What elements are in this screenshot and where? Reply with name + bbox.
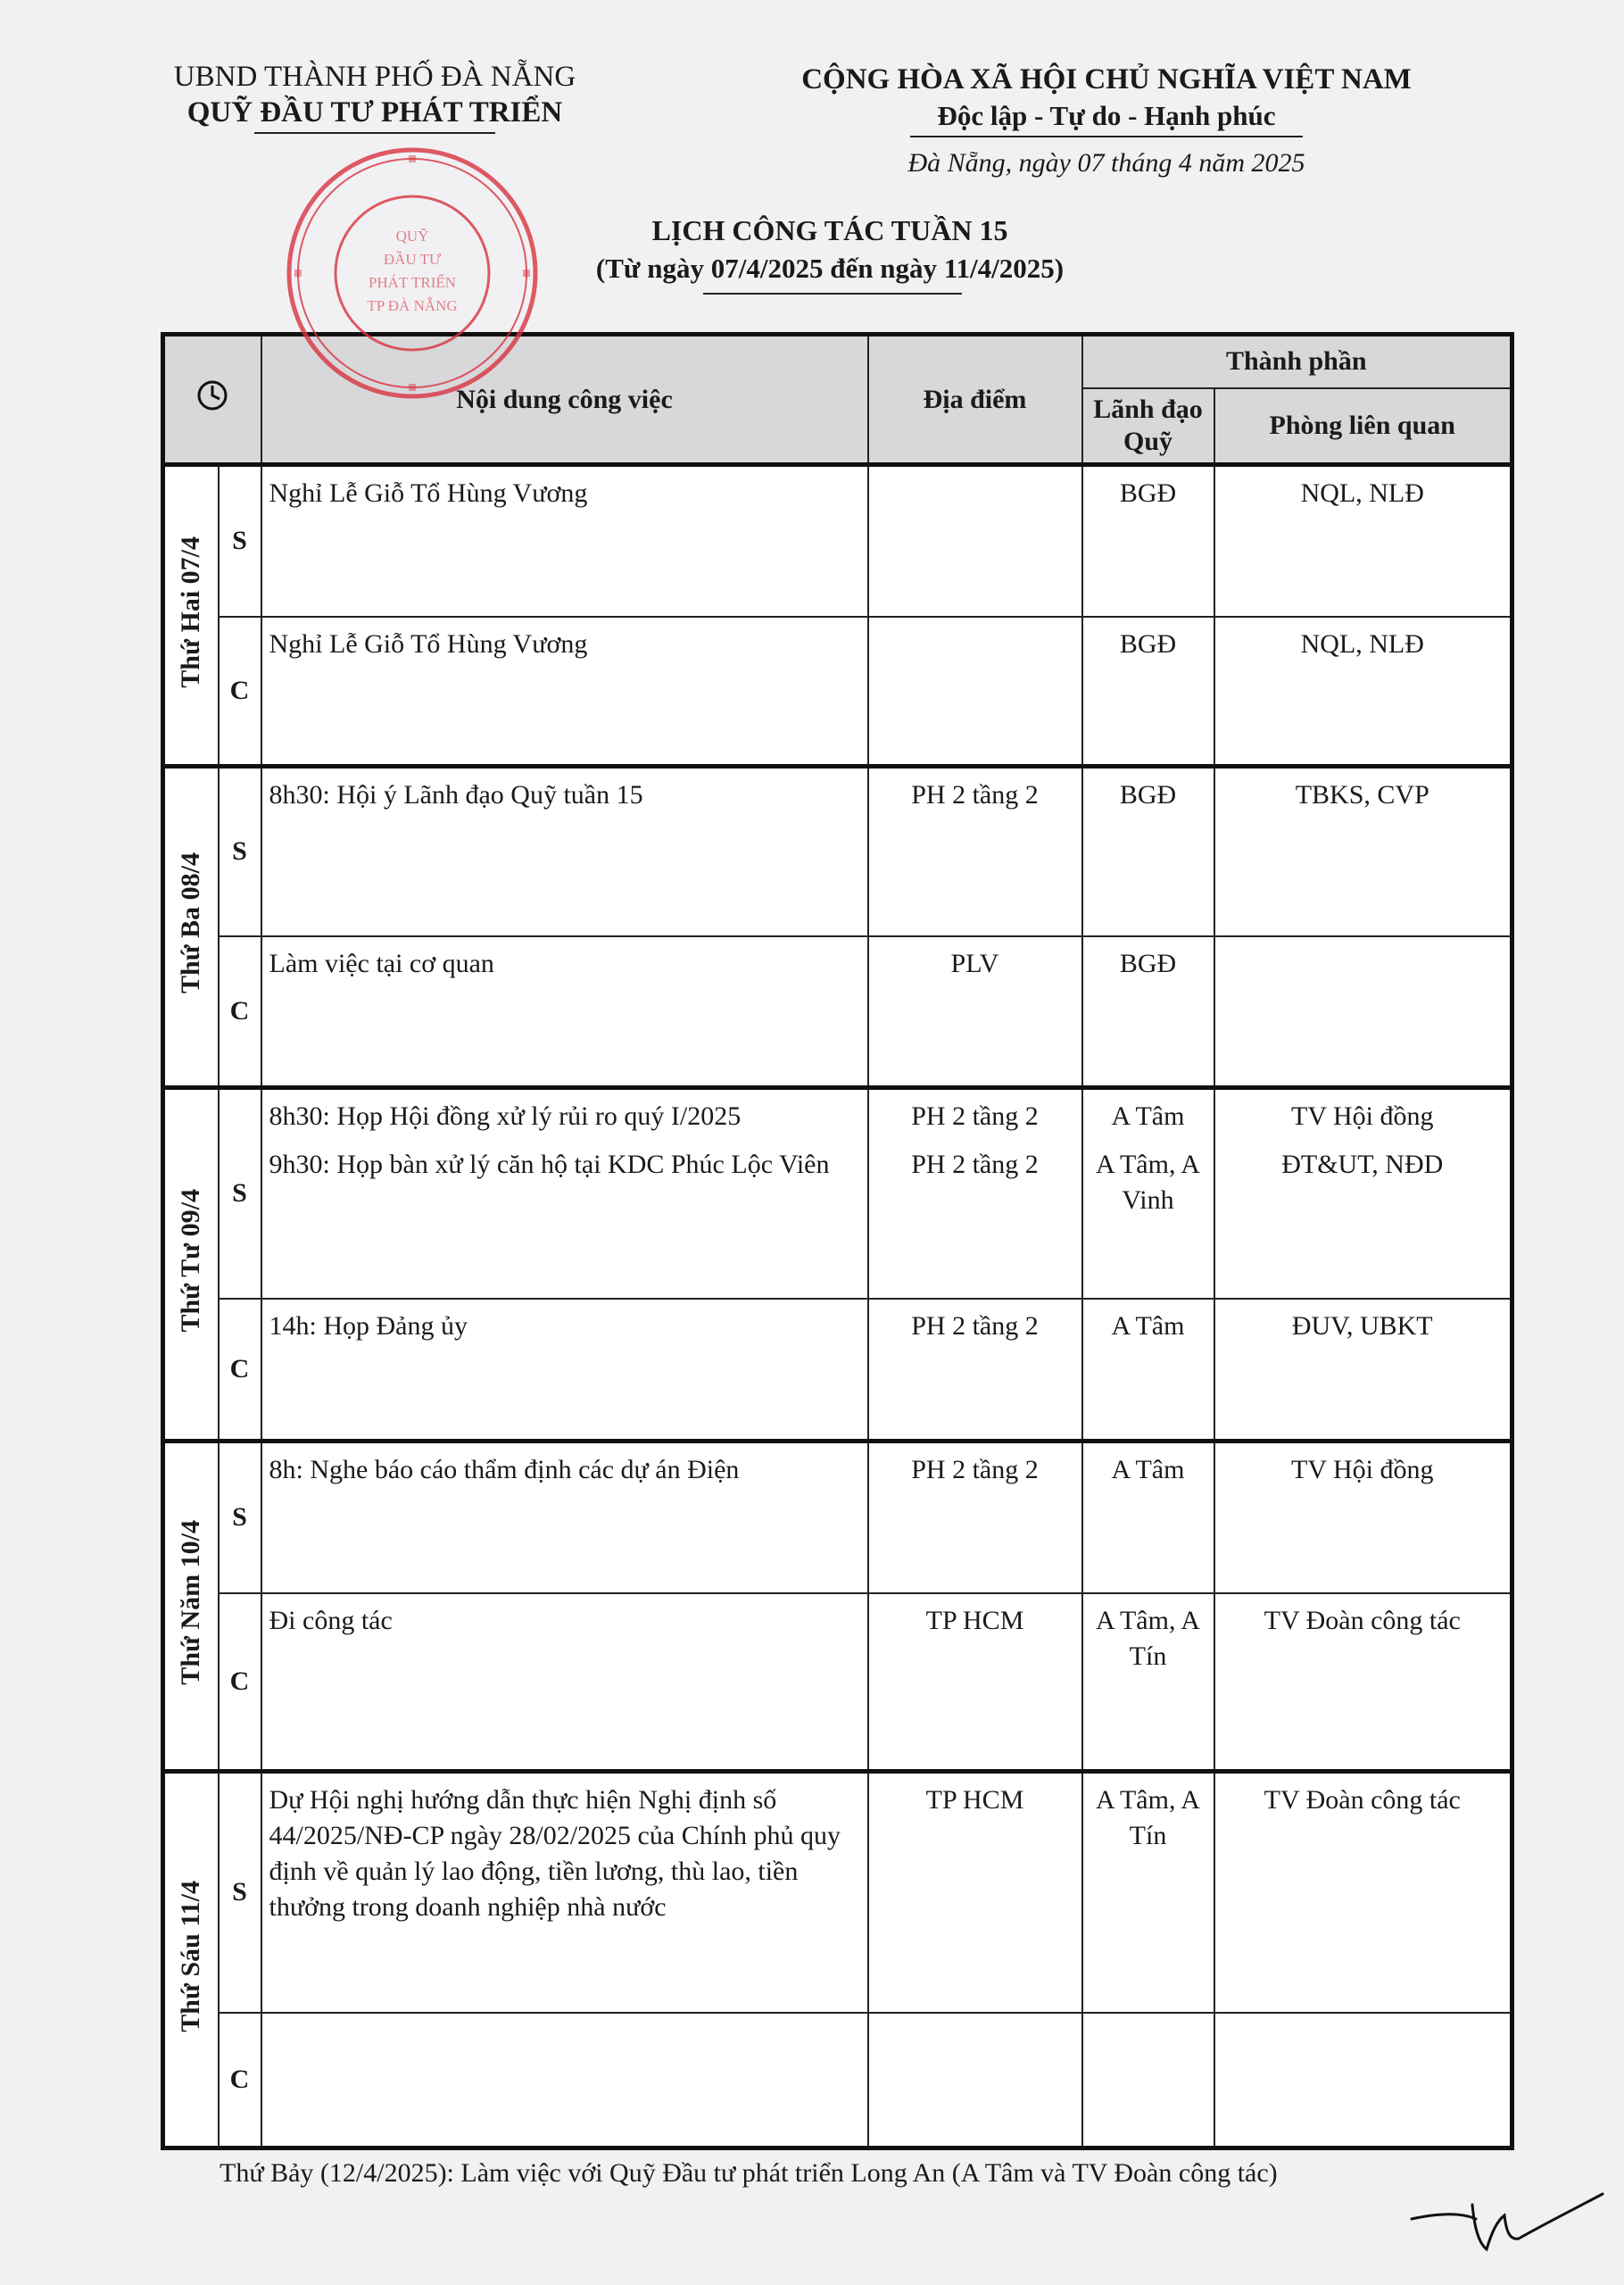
task-location-cell: [868, 767, 1082, 936]
session-label: S: [219, 1088, 261, 1299]
task-location: PH 2 tầng 2: [911, 1310, 1039, 1341]
task-dept-cell: [1214, 767, 1512, 936]
task-location-cell: [868, 1088, 1082, 1299]
task-content-cell: [261, 936, 868, 1088]
session-label: S: [219, 1442, 261, 1593]
task-leader-cell: [1082, 767, 1214, 936]
session-label: S: [219, 1772, 261, 2013]
clock-icon: [196, 379, 228, 411]
task-leader: A Tâm, A Tín: [1096, 1785, 1200, 1850]
title-underline: [703, 293, 962, 295]
document-title: [500, 211, 1160, 287]
task-content: 9h30: Họp bàn xử lý căn hộ tại KDC Phúc Lộc Viên: [269, 1150, 830, 1179]
leader-header: Lãnh đạo Quỹ: [1082, 388, 1214, 465]
task-leader: A Tâm, A Vinh: [1096, 1150, 1200, 1215]
task-dept: NQL, NLĐ: [1300, 478, 1424, 508]
task-dept: TV Hội đồng: [1291, 1455, 1434, 1484]
issuing-organization: [143, 59, 607, 134]
task-leader-cell: [1082, 1299, 1214, 1442]
saturday-note: Thứ Bảy (12/4/2025): Làm việc với Quỹ Đầu tư phát triển Long An (A Tâm và TV Đoàn công tác): [220, 2158, 1278, 2188]
task-content: 8h30: Hội ý Lãnh đạo Quỹ tuần 15: [269, 780, 643, 810]
session-row: [163, 1772, 1512, 2013]
task-location: PH 2 tầng 2: [911, 1455, 1039, 1484]
task-content-cell: [261, 1442, 868, 1593]
task-dept: ĐT&UT, NĐD: [1281, 1150, 1444, 1179]
task-leader-cell: [1082, 1088, 1214, 1299]
task-dept-cell: [1214, 1088, 1512, 1299]
session-row: [163, 1299, 1512, 1442]
task-content: Dự Hội nghị hướng dẫn thực hiện Nghị định số 44/2025/NĐ-CP ngày 28/02/2025 của Chính phủ quy định về quản lý lao động, tiền lương, thù lao, tiền thưởng trong doanh nghiệp nhà nước: [269, 1785, 841, 1922]
task-content: Nghỉ Lễ Giỗ Tổ Hùng Vương: [269, 478, 588, 508]
org-name: QUỸ ĐẦU TƯ PHÁT TRIỂN: [186, 96, 563, 129]
task-leader-cell: [1082, 1772, 1214, 2013]
day-label: Thứ Hai 07/4: [176, 536, 206, 688]
task-location-cell: [868, 936, 1082, 1088]
day-cell: [163, 1088, 219, 1442]
task-leader: A Tâm, A Tín: [1096, 1605, 1200, 1671]
task-content-cell: [261, 465, 868, 617]
time-header: [163, 335, 261, 465]
session-row: [163, 1593, 1512, 1772]
task-dept-cell: [1214, 617, 1512, 767]
title-line2: (Từ ngày 07/4/2025 đến ngày 11/4/2025): [595, 253, 1065, 284]
task-leader: A Tâm: [1111, 1455, 1185, 1484]
session-label: C: [219, 1593, 261, 1772]
task-dept-cell: [1214, 936, 1512, 1088]
session-row: [163, 617, 1512, 767]
task-dept: TV Đoàn công tác: [1264, 1605, 1461, 1635]
svg-text:QUỸ: QUỸ: [395, 228, 429, 245]
task-location: TP HCM: [925, 1605, 1024, 1635]
task-location-cell: [868, 1772, 1082, 2013]
task-content-cell: [261, 2013, 868, 2148]
task-leader-cell: [1082, 1593, 1214, 1772]
task-location-cell: [868, 1299, 1082, 1442]
task-location: TP HCM: [925, 1785, 1024, 1815]
task-leader-cell: [1082, 1442, 1214, 1593]
task-dept-cell: [1214, 1442, 1512, 1593]
task-dept: TV Đoàn công tác: [1264, 1785, 1461, 1815]
national-motto: Độc lập - Tự do - Hạnh phúc: [937, 100, 1276, 131]
task-leader: BGĐ: [1119, 478, 1177, 508]
task-dept: TV Hội đồng: [1291, 1101, 1434, 1131]
task-dept-cell: [1214, 1299, 1512, 1442]
task-dept-cell: [1214, 1593, 1512, 1772]
schedule-table: [161, 332, 1514, 2150]
signature-icon: [1410, 2178, 1606, 2258]
document-date: Đà Nẵng, ngày 07 tháng 4 năm 2025: [907, 148, 1305, 178]
national-title: CỘNG HÒA XÃ HỘI CHỦ NGHĨA VIỆT NAM: [801, 63, 1412, 96]
content-header: Nội dung công việc: [261, 335, 868, 465]
day-label: Thứ Tư 09/4: [176, 1189, 206, 1333]
task-content-cell: [261, 1593, 868, 1772]
task-content: Làm việc tại cơ quan: [269, 948, 494, 978]
task-content-cell: [261, 617, 868, 767]
task-location: [869, 618, 1081, 627]
task-leader: BGĐ: [1119, 628, 1177, 659]
session-label: C: [219, 2013, 261, 2148]
day-label: Thứ Năm 10/4: [176, 1520, 206, 1685]
task-leader: A Tâm: [1111, 1101, 1185, 1131]
session-row: [163, 2013, 1512, 2148]
day-cell: [163, 465, 219, 767]
location-header: Địa điểm: [868, 335, 1082, 465]
day-label: Thứ Ba 08/4: [176, 852, 206, 994]
task-leader: A Tâm: [1111, 1310, 1185, 1341]
task-content-cell: [261, 1299, 868, 1442]
task-leader: BGĐ: [1119, 948, 1177, 978]
svg-text:TP ĐÀ NẴNG: TP ĐÀ NẴNG: [367, 297, 458, 314]
task-dept-cell: [1214, 465, 1512, 617]
task-location-cell: [868, 1593, 1082, 1772]
day-cell: [163, 1772, 219, 2148]
task-dept-cell: [1214, 1772, 1512, 2013]
task-location: PH 2 tầng 2: [911, 1150, 1039, 1179]
day-cell: [163, 767, 219, 1088]
task-location-cell: [868, 465, 1082, 617]
day-label: Thứ Sáu 11/4: [176, 1880, 206, 2032]
participants-header: Thành phần: [1082, 335, 1512, 388]
task-dept: [1215, 937, 1511, 946]
task-content-cell: [261, 1772, 868, 2013]
session-row: [163, 767, 1512, 936]
task-location: PLV: [950, 948, 999, 978]
task-leader-cell: [1082, 617, 1214, 767]
task-content-cell: [261, 1088, 868, 1299]
dept-header: Phòng liên quan: [1214, 388, 1512, 465]
national-header: [750, 61, 1463, 184]
task-dept-cell: [1214, 2013, 1512, 2148]
task-leader-cell: [1082, 465, 1214, 617]
session-row: [163, 1442, 1512, 1593]
task-dept: NQL, NLĐ: [1300, 628, 1424, 659]
task-content: 8h30: Họp Hội đồng xử lý rủi ro quý I/2025: [269, 1101, 742, 1131]
task-location-cell: [868, 2013, 1082, 2148]
session-label: S: [219, 767, 261, 936]
task-content: Nghỉ Lễ Giỗ Tổ Hùng Vương: [269, 628, 588, 659]
org-underline: [254, 132, 495, 134]
task-content: 8h: Nghe báo cáo thẩm định các dự án Điện: [269, 1455, 740, 1484]
task-dept: TBKS, CVP: [1295, 780, 1429, 810]
day-cell: [163, 1442, 219, 1772]
task-location-cell: [868, 1442, 1082, 1593]
task-location-cell: [868, 617, 1082, 767]
svg-text:PHÁT TRIỂN: PHÁT TRIỂN: [368, 274, 457, 291]
task-leader: BGĐ: [1119, 780, 1177, 810]
task-leader-cell: [1082, 936, 1214, 1088]
task-content-cell: [261, 767, 868, 936]
session-row: [163, 936, 1512, 1088]
task-content: 14h: Họp Đảng ủy: [269, 1310, 468, 1341]
svg-text:ĐẦU TƯ: ĐẦU TƯ: [383, 251, 442, 268]
task-location: [869, 467, 1081, 476]
session-label: S: [219, 465, 261, 617]
title-line1: LỊCH CÔNG TÁC TUẦN 15: [651, 214, 1008, 246]
schedule-body: [163, 465, 1512, 2148]
session-row: [163, 465, 1512, 617]
session-label: C: [219, 936, 261, 1088]
task-location: PH 2 tầng 2: [911, 780, 1039, 810]
task-dept: ĐUV, UBKT: [1291, 1310, 1433, 1341]
session-label: C: [219, 1299, 261, 1442]
session-label: C: [219, 617, 261, 767]
session-row: [163, 1088, 1512, 1299]
org-parent: UBND THÀNH PHỐ ĐÀ NẴNG: [173, 61, 576, 93]
task-location: PH 2 tầng 2: [911, 1101, 1039, 1131]
task-content: Đi công tác: [269, 1605, 393, 1635]
motto-underline: [910, 136, 1303, 137]
task-leader-cell: [1082, 2013, 1214, 2148]
